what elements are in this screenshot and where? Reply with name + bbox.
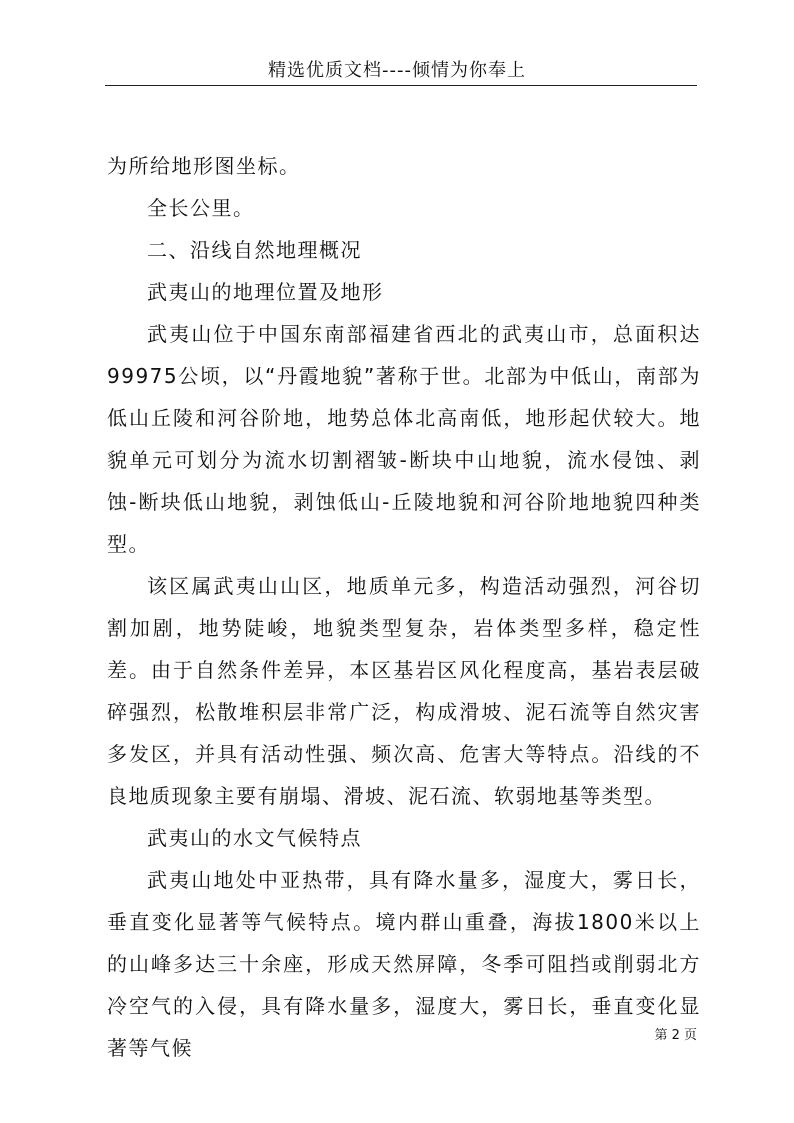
paragraph-continuation: 为所给地形图坐标。 bbox=[107, 154, 301, 178]
subsection-heading-climate: 武夷山的水文气候特点 bbox=[147, 826, 362, 850]
header-divider bbox=[105, 85, 697, 86]
section-heading: 二、沿线自然地理概况 bbox=[147, 238, 362, 262]
paragraph-length: 全长公里。 bbox=[147, 196, 255, 220]
paragraph-geology: 该区属武夷山山区，地质单元多，构造活动强烈，河谷切割加剧，地势陡峻，地貌类型复杂，岩体类型多样，稳定性差。由于自然条件差异，本区基岩区风化程度高，基岩表层破碎强烈，松散堆积层非常广泛，构成滑坡、泥石流等自然灾害多发区，并具有活动性强、频次高、危害大等特点。沿线的不良地质现象主要有崩塌、滑坡、泥石流、软弱地基等类型。 bbox=[107, 574, 701, 808]
subsection-heading-location: 武夷山的地理位置及地形 bbox=[147, 280, 384, 304]
paragraph-location: 武夷山位于中国东南部福建省西北的武夷山市，总面积达99975公顷，以“丹霞地貌”著称于世。北部为中低山，南部为低山丘陵和河谷阶地，地势总体北高南低，地形起伏较大。地貌单元可划分为流水切割褶皱-断块中山地貌，流水侵蚀、剥蚀-断块低山地貌，剥蚀低山-丘陵地貌和河谷阶地地貌四种类型。 bbox=[107, 322, 701, 556]
document-body bbox=[107, 145, 701, 1069]
paragraph-climate: 武夷山地处中亚热带，具有降水量多，湿度大，雾日长，垂直变化显著等气候特点。境内群山重叠，海拔1800米以上的山峰多达三十余座，形成天然屏障，冬季可阻挡或削弱北方冷空气的入侵，具有降水量多，湿度大，雾日长，垂直变化显著等气候 bbox=[107, 868, 701, 1060]
page-header-title: 精选优质文档----倾情为你奉上 bbox=[268, 60, 526, 81]
page-number: 第 2 页 bbox=[654, 1028, 697, 1043]
